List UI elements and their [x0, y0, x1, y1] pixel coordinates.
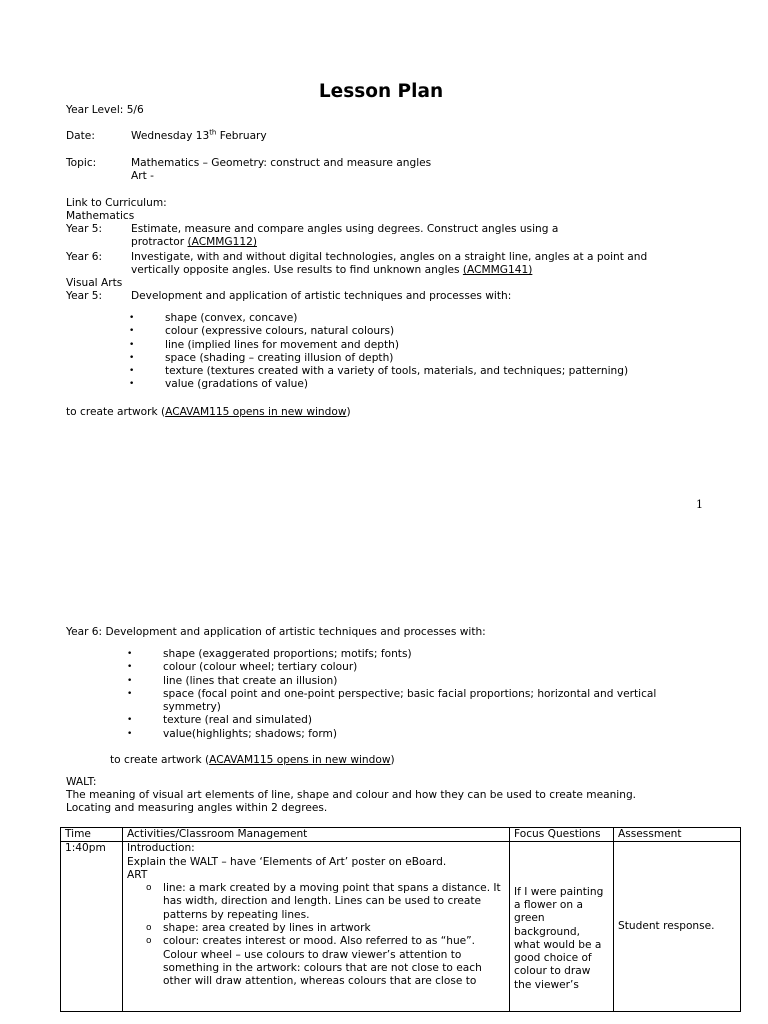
page-title: Lesson Plan — [318, 81, 444, 102]
bullet-dot-icon: • — [127, 662, 133, 673]
list-item: • space (shading – creating illusion of depth) — [129, 351, 394, 364]
maths-y5-line2: protractor (ACMMG112) — [131, 236, 257, 248]
art-elements-list — [127, 882, 505, 988]
maths-heading: Mathematics — [66, 210, 135, 222]
list-item: • texture (textures created with a variety of tools, materials, and techniques; patterning) — [129, 365, 629, 378]
header-time: Time — [61, 828, 123, 842]
bullet-dot-icon: • — [129, 339, 135, 350]
list-item: • value (gradations of value) — [129, 378, 309, 391]
list-item: o shape: area created by lines in artwork — [146, 922, 371, 935]
list-item: o line: a mark created by a moving point that spans a distance. It has width, direction and length. Lines can be used to create patterns by repeating lines. — [146, 882, 501, 921]
list-item: • colour (colour wheel; tertiary colour) — [127, 661, 358, 674]
cell-focus-question: If I were painting a flower on a green background, what would be a good choice of colour to draw the viewer’s — [510, 842, 614, 1012]
list-item-continuation: symmetry) — [163, 701, 221, 714]
maths-y5-line1: Estimate, measure and compare angles using degrees. Construct angles using a — [131, 223, 559, 235]
topic-label: Topic: — [66, 157, 97, 169]
bullet-dot-icon: • — [129, 313, 135, 323]
bullet-dot-icon: • — [129, 326, 135, 337]
list-item: • texture (real and simulated) — [127, 714, 312, 727]
bullet-dot-icon: • — [129, 352, 135, 363]
walt-line2: Locating and measuring angles within 2 degrees. — [66, 802, 328, 814]
lesson-plan-table — [60, 827, 741, 1012]
table-header-row — [61, 828, 741, 842]
table-row — [61, 842, 741, 1012]
maths-y6-line2: vertically opposite angles. Use results to find unknown angles (ACMMG141) — [131, 264, 533, 276]
intro-label: Introduction: — [127, 842, 195, 855]
list-item: • shape (convex, concave) — [129, 312, 298, 324]
year6-bullet-list — [127, 648, 657, 741]
bullet-dot-icon: • — [127, 688, 133, 699]
hollow-circle-icon: o — [146, 883, 152, 894]
topic-line1: Mathematics – Geometry: construct and measure angles — [131, 157, 432, 169]
topic-line2: Art - — [131, 170, 154, 182]
bullet-dot-icon: • — [127, 715, 133, 726]
acavam115-link[interactable]: ACAVAM115 opens in new window — [165, 406, 347, 418]
bullet-dot-icon: • — [129, 366, 135, 377]
walt-heading: WALT: — [66, 776, 97, 788]
artwork-line-y5: to create artwork (ACAVAM115 opens in new window) — [66, 406, 351, 418]
date-label: Date: — [66, 130, 95, 142]
va-y5-label: Year 5: — [66, 290, 103, 302]
cell-assessment: Student response. — [614, 842, 741, 1012]
bullet-dot-icon: • — [127, 728, 133, 739]
acmmg112-link[interactable]: (ACMMG112) — [187, 236, 257, 248]
artwork-line-y6: to create artwork (ACAVAM115 opens in new window) — [110, 754, 395, 766]
list-item: • value(highlights; shadows; form) — [127, 727, 337, 740]
year-level: Year Level: 5/6 — [66, 104, 144, 116]
curriculum-heading: Link to Curriculum: — [66, 197, 167, 209]
hollow-circle-icon: o — [146, 936, 152, 947]
cell-time: 1:40pm — [61, 842, 123, 1012]
walt-line1: The meaning of visual art elements of line, shape and colour and how they can be used to create meaning. — [66, 789, 637, 801]
explain-walt: Explain the WALT – have ‘Elements of Art’ poster on eBoard. — [127, 855, 447, 868]
bullet-dot-icon: • — [127, 675, 133, 686]
art-label: ART — [127, 868, 148, 881]
list-item: • line (lines that create an illusion) — [127, 674, 338, 687]
acavam115-link-y6[interactable]: ACAVAM115 opens in new window — [209, 754, 391, 766]
year5-bullet-list — [129, 312, 629, 392]
visual-arts-heading: Visual Arts — [66, 277, 123, 289]
header-activities: Activities/Classroom Management — [123, 828, 510, 842]
list-item: • line (implied lines for movement and depth) — [129, 338, 399, 351]
header-assessment: Assessment — [614, 828, 741, 842]
maths-y6-line1: Investigate, with and without digital technologies, angles on a straight line, angles at a point and — [131, 251, 648, 263]
list-item: • shape (exaggerated proportions; motifs; fonts) — [127, 648, 412, 660]
cell-activities — [123, 842, 510, 1012]
maths-y6-label: Year 6: — [66, 251, 103, 263]
maths-y5-label: Year 5: — [66, 223, 103, 235]
va-y5-text: Development and application of artistic techniques and processes with: — [131, 290, 512, 302]
acmmg141-link[interactable]: (ACMMG141) — [462, 264, 533, 276]
hollow-circle-icon: o — [146, 923, 152, 934]
date-value: Wednesday 13th February — [131, 128, 267, 142]
list-item: • space (focal point and one-point perspective; basic facial proportions; horizontal and vertical — [127, 687, 657, 700]
bullet-dot-icon: • — [127, 649, 133, 659]
header-focus-questions: Focus Questions — [510, 828, 614, 842]
page-number: 1 — [696, 498, 703, 511]
bullet-dot-icon: • — [129, 379, 135, 390]
year6-intro: Year 6: Development and application of artistic techniques and processes with: — [66, 626, 486, 638]
list-item: o colour: creates interest or mood. Also referred to as “hue”. Colour wheel – use colours to draw viewer’s attention to something in the artwork: colours that are not close to each other will draw attention, whereas colours that are close to — [146, 935, 482, 988]
list-item: • colour (expressive colours, natural colours) — [129, 325, 395, 338]
